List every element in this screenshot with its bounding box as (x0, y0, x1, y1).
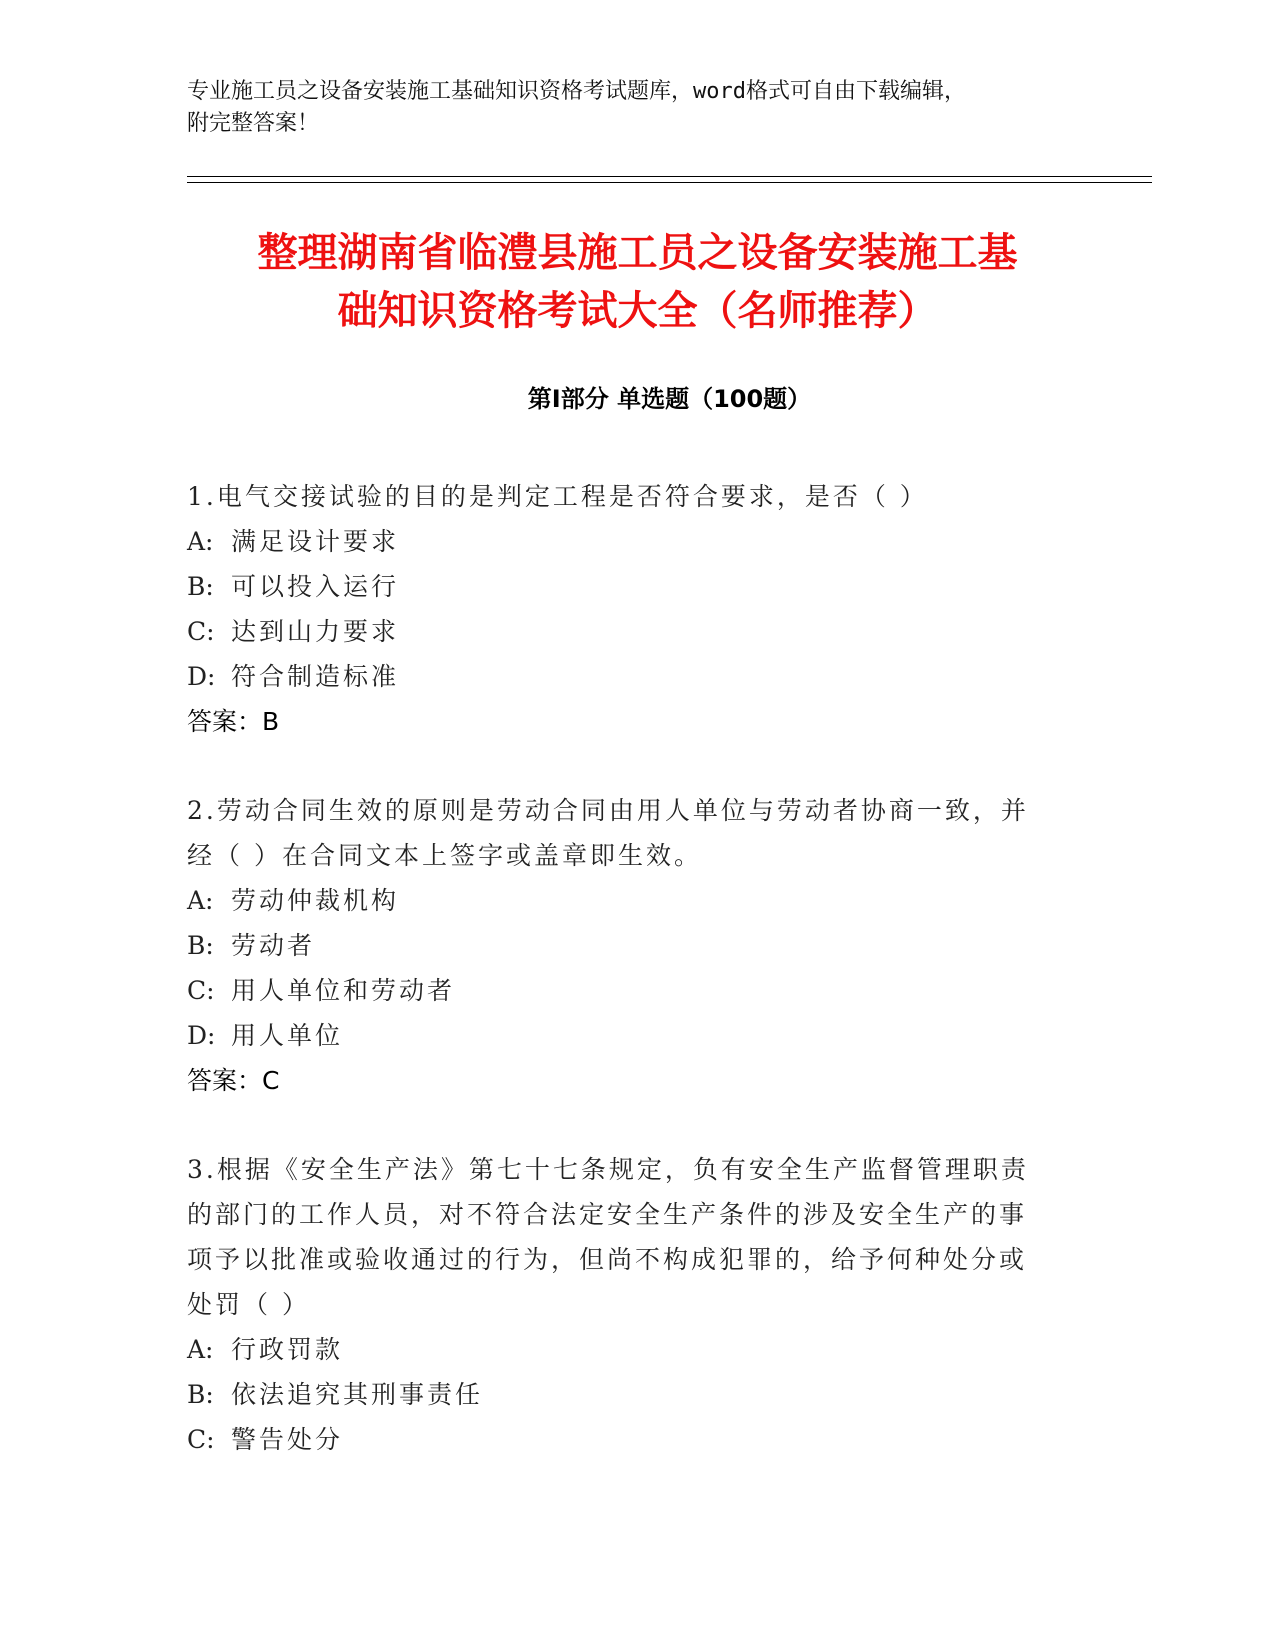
option-row (187, 1013, 1067, 1058)
option-letter: C: (187, 976, 215, 1005)
option-row (187, 519, 1067, 564)
section-heading: 第Ⅰ部分 单选题（100题） (527, 385, 812, 413)
option-row (187, 1417, 1067, 1462)
answer-line: 答案：B (187, 707, 280, 736)
header-divider-bottom (187, 182, 1152, 183)
option-letter: B: (187, 931, 214, 960)
option-text: 行政罚款 (231, 1335, 344, 1364)
option-letter: B: (187, 572, 214, 601)
question-block (187, 1147, 1067, 1462)
option-letter: C: (187, 1425, 215, 1454)
question-stem-line: 3.根据《安全生产法》第七十七条规定，负有安全生产监督管理职责 (187, 1155, 1029, 1184)
option-text: 劳动者 (231, 931, 316, 960)
header-divider-top (187, 176, 1152, 177)
option-letter: A: (187, 886, 214, 915)
option-letter: A: (187, 527, 214, 556)
option-text: 可以投入运行 (231, 572, 400, 601)
option-row (187, 654, 1067, 699)
option-row (187, 968, 1067, 1013)
option-letter: B: (187, 1380, 214, 1409)
option-row (187, 609, 1067, 654)
option-text: 符合制造标准 (231, 662, 400, 691)
question-block (187, 788, 1067, 1103)
question-block (187, 474, 1067, 744)
option-row (187, 878, 1067, 923)
option-row (187, 1372, 1067, 1417)
header-note (187, 76, 1067, 140)
option-text: 依法追究其刑事责任 (231, 1380, 484, 1409)
option-text: 达到山力要求 (231, 617, 400, 646)
header-note-line-1: 专业施工员之设备安装施工基础知识资格考试题库，word格式可自由下载编辑， (187, 79, 966, 104)
answer-line: 答案：C (187, 1066, 280, 1095)
option-letter: C: (187, 617, 215, 646)
option-letter: A: (187, 1335, 214, 1364)
option-letter: D: (187, 662, 216, 691)
document-title-line-2: 础知识资格考试大全（名师推荐） (337, 288, 938, 334)
option-letter: D: (187, 1021, 216, 1050)
option-text: 用人单位和劳动者 (231, 976, 456, 1005)
question-stem-line: 1.电气交接试验的目的是判定工程是否符合要求，是否（ ） (187, 482, 928, 511)
option-row (187, 564, 1067, 609)
option-row (187, 1327, 1067, 1372)
document-title (150, 224, 1125, 340)
question-stem-line: 处罚（ ） (187, 1290, 310, 1319)
document-title-line-1: 整理湖南省临澧县施工员之设备安装施工基 (257, 230, 1018, 276)
option-text: 用人单位 (231, 1021, 344, 1050)
question-stem-line: 经（ ）在合同文本上签字或盖章即生效。 (187, 841, 702, 870)
question-stem-line: 的部门的工作人员，对不符合法定安全生产条件的涉及安全生产的事 (187, 1200, 1028, 1229)
question-stem-line: 2.劳动合同生效的原则是劳动合同由用人单位与劳动者协商一致，并 (187, 796, 1029, 825)
option-text: 劳动仲裁机构 (231, 886, 400, 915)
option-text: 满足设计要求 (231, 527, 400, 556)
option-text: 警告处分 (231, 1425, 344, 1454)
header-note-line-2: 附完整答案！ (187, 111, 320, 136)
question-list (187, 474, 1067, 1506)
option-row (187, 923, 1067, 968)
question-stem-line: 项予以批准或验收通过的行为，但尚不构成犯罪的，给予何种处分或 (187, 1245, 1028, 1274)
